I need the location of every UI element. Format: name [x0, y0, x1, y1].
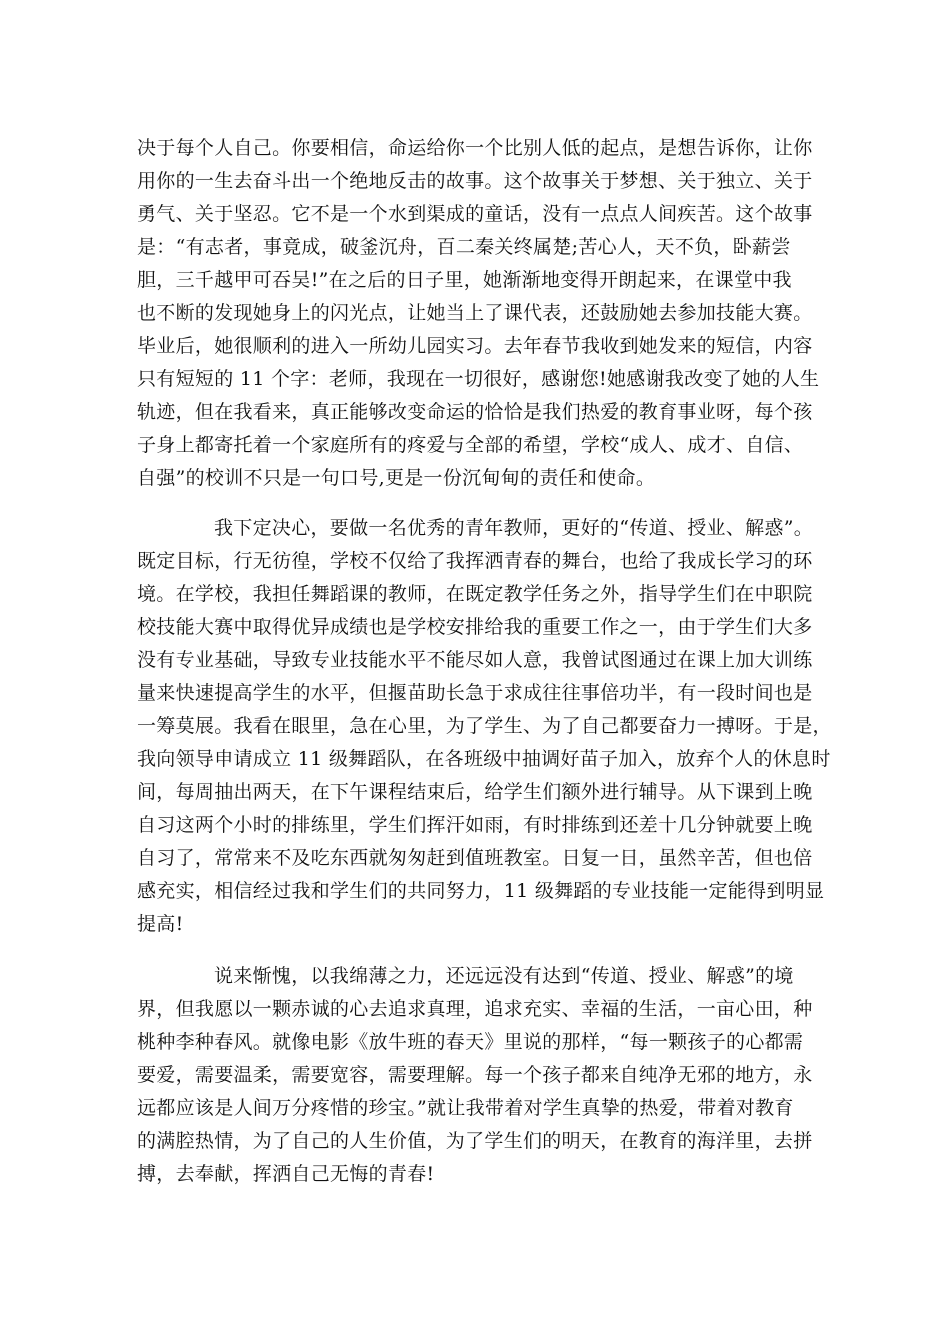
text-line: 勇气、关于坚忍。它不是一个水到渠成的童话，没有一点点人间疾苦。这个故事 [137, 203, 813, 225]
text-line: 远都应该是人间万分疼惜的珍宝。”就让我带着对学生真挚的热爱，带着对教育 [137, 1097, 794, 1119]
text-line: 量来快速提高学生的水平，但揠苗助长急于求成往往事倍功半，有一段时间也是 [137, 682, 813, 704]
text-line: 自强”的校训不只是一句口号,更是一份沉甸甸的责任和使命。 [137, 467, 656, 489]
text-line: 感充实，相信经过我和学生们的共同努力，11 级舞蹈的专业技能一定能得到明显 [137, 880, 825, 902]
text-line: 提高! [137, 913, 184, 935]
paragraph-1 [137, 132, 819, 495]
text-line: 搏，去奉献，挥洒自己无悔的青春! [137, 1163, 435, 1185]
text-line: 决于每个人自己。你要相信，命运给你一个比别人低的起点，是想告诉你，让你 [137, 137, 813, 159]
text-line: 也不断的发现她身上的闪光点，让她当上了课代表，还鼓励她去参加技能大赛。 [137, 302, 813, 324]
text-line: 没有专业基础，导致专业技能水平不能尽如人意，我曾试图通过在课上加大训练 [137, 649, 813, 671]
text-line: 是：“有志者，事竟成，破釜沉舟，百二秦关终属楚;苦心人，天不负，卧薪尝 [137, 236, 791, 258]
text-line: 一筹莫展。我看在眼里，急在心里，为了学生、为了自己都要奋力一搏呀。于是， [137, 715, 832, 737]
text-line: 用你的一生去奋斗出一个绝地反击的故事。这个故事关于梦想、关于独立、关于 [137, 170, 813, 192]
text-line: 我向领导申请成立 11 级舞蹈队，在各班级中抽调好苗子加入，放弃个人的休息时 [137, 748, 831, 770]
paragraph-2 [137, 512, 832, 941]
paragraph-3 [137, 960, 813, 1191]
text-line: 境。在学校，我担任舞蹈课的教师，在既定教学任务之外，指导学生们在中职院 [137, 583, 813, 605]
text-line: 胆，三千越甲可吞吴!”在之后的日子里，她渐渐地变得开朗起来，在课堂中我 [137, 269, 792, 291]
text-line: 轨迹，但在我看来，真正能够改变命运的恰恰是我们热爱的教育事业呀，每个孩 [137, 401, 813, 423]
text-line: 既定目标，行无彷徨，学校不仅给了我挥洒青春的舞台，也给了我成长学习的环 [137, 550, 813, 572]
text-line: 的满腔热情，为了自己的人生价值，为了学生们的明天，在教育的海洋里，去拼 [137, 1130, 813, 1152]
text-line: 校技能大赛中取得优异成绩也是学校安排给我的重要工作之一，由于学生们大多 [137, 616, 813, 638]
text-line-indented: 我下定决心，要做一名优秀的青年教师，更好的“传道、授业、解惑”。 [214, 517, 814, 539]
text-line: 毕业后，她很顺利的进入一所幼儿园实习。去年春节我收到她发来的短信，内容 [137, 335, 813, 357]
text-line: 间，每周抽出两天，在下午课程结束后，给学生们额外进行辅导。从下课到上晚 [137, 781, 813, 803]
text-line: 桃种李种春风。就像电影《放牛班的春天》里说的那样，“每一颗孩子的心都需 [137, 1031, 804, 1053]
text-line: 只有短短的 11 个字：老师，我现在一切很好，感谢您!她感谢我改变了她的人生 [137, 368, 820, 390]
text-line: 自习这两个小时的排练里，学生们挥汗如雨，有时排练到还差十几分钟就要上晚 [137, 814, 813, 836]
text-line: 自习了，常常来不及吃东西就匆匆赶到值班教室。日复一日，虽然辛苦，但也倍 [137, 847, 813, 869]
text-line: 要爱，需要温柔，需要宽容，需要理解。每一个孩子都来自纯净无邪的地方，永 [137, 1064, 813, 1086]
text-line: 界，但我愿以一颗赤诚的心去追求真理，追求充实、幸福的生活，一亩心田，种 [137, 998, 813, 1020]
text-line-indented: 说来惭愧，以我绵薄之力，还远远没有达到“传道、授业、解惑”的境 [214, 965, 794, 987]
text-line: 子身上都寄托着一个家庭所有的疼爱与全部的希望，学校“成人、成才、自信、 [137, 434, 804, 456]
